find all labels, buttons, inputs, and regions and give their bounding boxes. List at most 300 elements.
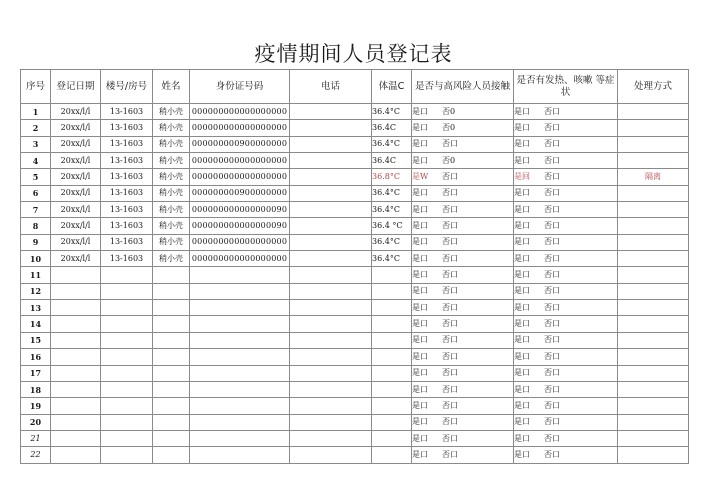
symptom-no-option: 否口 xyxy=(544,449,560,459)
id-number: 000000000000000000 xyxy=(190,153,290,169)
registration-date xyxy=(51,283,101,299)
symptom-no-option: 否口 xyxy=(544,237,560,247)
table-row xyxy=(21,430,689,446)
symptom-yes-option: 是口 xyxy=(514,368,530,378)
registration-date: 20xx/l/l xyxy=(51,153,101,169)
symptom-yes-option: 是口 xyxy=(514,253,530,263)
table-row xyxy=(21,283,689,299)
row-number: 22 xyxy=(21,447,51,463)
table-row xyxy=(21,316,689,332)
temperature: 36.4°C xyxy=(372,251,412,267)
id-number: 000000000000000000 xyxy=(190,169,290,185)
person-name xyxy=(153,300,190,316)
symptom-choice xyxy=(514,300,618,316)
table-row xyxy=(21,365,689,381)
registration-date xyxy=(51,300,101,316)
handling-method xyxy=(618,332,689,348)
table-row xyxy=(21,104,689,120)
temperature xyxy=(372,365,412,381)
room-number: 13-1603 xyxy=(101,104,153,120)
registration-date: 20xx/l/l xyxy=(51,185,101,201)
handling-method xyxy=(618,202,689,218)
registration-date xyxy=(51,365,101,381)
table-row xyxy=(21,349,689,365)
row-number: 3 xyxy=(21,136,51,152)
row-number: 15 xyxy=(21,332,51,348)
header-temp: 体温C xyxy=(372,70,412,104)
person-name xyxy=(153,447,190,463)
id-number xyxy=(190,398,290,414)
temperature: 36.4°C xyxy=(372,136,412,152)
symptom-yes-option: 是口 xyxy=(514,449,530,459)
contact-no-option: 否口 xyxy=(442,302,458,312)
header-date: 登记日期 xyxy=(51,70,101,104)
row-number: 14 xyxy=(21,316,51,332)
temperature xyxy=(372,283,412,299)
person-name: 稍小壳 xyxy=(153,120,190,136)
registration-date xyxy=(51,398,101,414)
person-name: 稍小壳 xyxy=(153,136,190,152)
header-row xyxy=(21,70,689,104)
symptom-no-option: 否口 xyxy=(544,368,560,378)
contact-yes-option: 是口 xyxy=(412,139,428,149)
contact-choice xyxy=(412,169,514,185)
contact-no-option: 否口 xyxy=(442,237,458,247)
symptom-yes-option: 是口 xyxy=(514,204,530,214)
row-number: 10 xyxy=(21,251,51,267)
registration-date xyxy=(51,381,101,397)
registration-date xyxy=(51,349,101,365)
registration-date: 20xx/l/l xyxy=(51,218,101,234)
room-number: 13-1603 xyxy=(101,185,153,201)
person-name xyxy=(153,414,190,430)
symptom-choice xyxy=(514,414,618,430)
contact-choice xyxy=(412,251,514,267)
contact-choice xyxy=(412,185,514,201)
header-phone: 电话 xyxy=(290,70,372,104)
contact-choice xyxy=(412,381,514,397)
room-number xyxy=(101,398,153,414)
person-name: 稍小壳 xyxy=(153,153,190,169)
symptom-yes-option: 是口 xyxy=(514,335,530,345)
contact-no-option: 否口 xyxy=(442,433,458,443)
contact-choice xyxy=(412,153,514,169)
contact-yes-option: 是口 xyxy=(412,319,428,329)
table-row xyxy=(21,332,689,348)
phone-number xyxy=(290,267,372,283)
phone-number xyxy=(290,234,372,250)
id-number xyxy=(190,381,290,397)
row-number: 20 xyxy=(21,414,51,430)
person-name xyxy=(153,430,190,446)
phone-number xyxy=(290,332,372,348)
symptom-no-option: 否口 xyxy=(544,253,560,263)
contact-yes-option: 是口 xyxy=(412,417,428,427)
contact-no-option: 否口 xyxy=(442,449,458,459)
temperature: 36.4C xyxy=(372,153,412,169)
handling-method xyxy=(618,365,689,381)
temperature xyxy=(372,447,412,463)
contact-choice xyxy=(412,316,514,332)
temperature xyxy=(372,332,412,348)
table-row xyxy=(21,153,689,169)
id-number xyxy=(190,300,290,316)
symptom-choice xyxy=(514,447,618,463)
phone-number xyxy=(290,120,372,136)
contact-choice xyxy=(412,120,514,136)
room-number xyxy=(101,447,153,463)
temperature: 36.4°C xyxy=(372,234,412,250)
symptom-choice xyxy=(514,136,618,152)
phone-number xyxy=(290,398,372,414)
row-number: 11 xyxy=(21,267,51,283)
contact-no-option: 否口 xyxy=(442,270,458,280)
temperature xyxy=(372,267,412,283)
symptom-choice xyxy=(514,218,618,234)
id-number xyxy=(190,430,290,446)
contact-yes-option: 是口 xyxy=(412,351,428,361)
table-row xyxy=(21,267,689,283)
handling-method xyxy=(618,136,689,152)
id-number xyxy=(190,267,290,283)
row-number: 8 xyxy=(21,218,51,234)
table-row xyxy=(21,414,689,430)
registration-date: 20xx/l/l xyxy=(51,169,101,185)
id-number xyxy=(190,283,290,299)
symptom-yes-option: 是口 xyxy=(514,384,530,394)
symptom-no-option: 否口 xyxy=(544,270,560,280)
row-number: 19 xyxy=(21,398,51,414)
form-title: 疫情期间人员登记表 xyxy=(254,42,453,66)
symptom-no-option: 否口 xyxy=(544,384,560,394)
temperature: 36.4°C xyxy=(372,202,412,218)
id-number: 000000000000000000 xyxy=(190,104,290,120)
handling-method xyxy=(618,447,689,463)
contact-no-option: 否口 xyxy=(442,319,458,329)
contact-yes-option: 是口 xyxy=(412,335,428,345)
symptom-choice xyxy=(514,398,618,414)
symptom-choice xyxy=(514,234,618,250)
contact-yes-option: 是口 xyxy=(412,368,428,378)
handling-method xyxy=(618,283,689,299)
contact-choice xyxy=(412,414,514,430)
handling-method xyxy=(618,300,689,316)
contact-choice xyxy=(412,447,514,463)
room-number xyxy=(101,414,153,430)
row-number: 1 xyxy=(21,104,51,120)
handling-method xyxy=(618,234,689,250)
handling-method xyxy=(618,414,689,430)
symptom-yes-option: 是口 xyxy=(514,188,530,198)
symptom-yes-option: 是口 xyxy=(514,155,530,165)
id-number: 000000000000000090 xyxy=(190,202,290,218)
person-name xyxy=(153,398,190,414)
handling-method xyxy=(618,316,689,332)
handling-method xyxy=(618,218,689,234)
room-number xyxy=(101,283,153,299)
contact-yes-option: 是口 xyxy=(412,123,428,133)
contact-choice xyxy=(412,349,514,365)
contact-no-option: 否口 xyxy=(442,286,458,296)
symptom-choice xyxy=(514,251,618,267)
id-number xyxy=(190,365,290,381)
person-name xyxy=(153,365,190,381)
room-number: 13-1603 xyxy=(101,218,153,234)
table-row xyxy=(21,381,689,397)
symptom-no-option: 否口 xyxy=(544,139,560,149)
registration-date: 20xx/l/l xyxy=(51,234,101,250)
room-number xyxy=(101,300,153,316)
row-number: 5 xyxy=(21,169,51,185)
row-number: 21 xyxy=(21,430,51,446)
temperature xyxy=(372,300,412,316)
temperature: 36.4°C xyxy=(372,104,412,120)
symptom-yes-option: 是回 xyxy=(514,172,530,182)
symptom-yes-option: 是口 xyxy=(514,417,530,427)
symptom-choice xyxy=(514,316,618,332)
id-number xyxy=(190,447,290,463)
phone-number xyxy=(290,218,372,234)
id-number: 000000000900000000 xyxy=(190,136,290,152)
table-row xyxy=(21,398,689,414)
registration-date xyxy=(51,414,101,430)
table-row xyxy=(21,169,689,185)
header-fever: 是否有发热、咳嗽 等症状 xyxy=(514,70,618,104)
phone-number xyxy=(290,365,372,381)
symptom-choice xyxy=(514,153,618,169)
row-number: 9 xyxy=(21,234,51,250)
temperature xyxy=(372,316,412,332)
symptom-choice xyxy=(514,202,618,218)
symptom-choice xyxy=(514,381,618,397)
room-number xyxy=(101,349,153,365)
room-number: 13-1603 xyxy=(101,153,153,169)
header-id: 身份证号码 xyxy=(190,70,290,104)
contact-no-option: 否口 xyxy=(442,253,458,263)
room-number: 13-1603 xyxy=(101,234,153,250)
contact-choice xyxy=(412,430,514,446)
symptom-yes-option: 是口 xyxy=(514,351,530,361)
contact-yes-option: 是口 xyxy=(412,270,428,280)
room-number: 13-1603 xyxy=(101,169,153,185)
contact-yes-option: 是口 xyxy=(412,433,428,443)
handling-method xyxy=(618,185,689,201)
temperature xyxy=(372,381,412,397)
table-row xyxy=(21,136,689,152)
contact-choice xyxy=(412,398,514,414)
contact-yes-option: 是口 xyxy=(412,449,428,459)
row-number: 18 xyxy=(21,381,51,397)
id-number: 000000000900000000 xyxy=(190,185,290,201)
temperature: 36.4°C xyxy=(372,185,412,201)
phone-number xyxy=(290,185,372,201)
person-name xyxy=(153,267,190,283)
contact-choice xyxy=(412,332,514,348)
contact-no-option: 否0 xyxy=(442,123,456,133)
id-number: 000000000000000090 xyxy=(190,218,290,234)
contact-choice xyxy=(412,365,514,381)
person-name: 稍小壳 xyxy=(153,185,190,201)
row-number: 7 xyxy=(21,202,51,218)
contact-yes-option: 是口 xyxy=(412,221,428,231)
symptom-choice xyxy=(514,185,618,201)
symptom-no-option: 否口 xyxy=(544,335,560,345)
symptom-choice xyxy=(514,349,618,365)
phone-number xyxy=(290,316,372,332)
registration-date: 20xx/l/l xyxy=(51,104,101,120)
person-name xyxy=(153,381,190,397)
table-row xyxy=(21,218,689,234)
symptom-yes-option: 是口 xyxy=(514,106,530,116)
person-name xyxy=(153,283,190,299)
contact-choice xyxy=(412,234,514,250)
phone-number xyxy=(290,251,372,267)
handling-method xyxy=(618,381,689,397)
contact-choice xyxy=(412,104,514,120)
contact-choice xyxy=(412,218,514,234)
contact-yes-option: 是口 xyxy=(412,237,428,247)
room-number: 13-1603 xyxy=(101,202,153,218)
registration-date: 20xx/l/l xyxy=(51,136,101,152)
registration-date xyxy=(51,332,101,348)
symptom-yes-option: 是口 xyxy=(514,319,530,329)
symptom-no-option: 否口 xyxy=(544,286,560,296)
contact-no-option: 否口 xyxy=(442,204,458,214)
row-number: 13 xyxy=(21,300,51,316)
symptom-yes-option: 是口 xyxy=(514,286,530,296)
registration-date xyxy=(51,267,101,283)
room-number xyxy=(101,316,153,332)
symptom-yes-option: 是口 xyxy=(514,302,530,312)
phone-number xyxy=(290,300,372,316)
room-number xyxy=(101,332,153,348)
handling-method xyxy=(618,398,689,414)
phone-number xyxy=(290,136,372,152)
id-number: 000000000000000000 xyxy=(190,120,290,136)
symptom-choice xyxy=(514,283,618,299)
temperature xyxy=(372,398,412,414)
table-row xyxy=(21,447,689,463)
contact-choice xyxy=(412,300,514,316)
symptom-yes-option: 是口 xyxy=(514,221,530,231)
id-number xyxy=(190,316,290,332)
symptom-no-option: 否口 xyxy=(544,204,560,214)
id-number xyxy=(190,332,290,348)
room-number: 13-1603 xyxy=(101,120,153,136)
contact-no-option: 否口 xyxy=(442,335,458,345)
contact-choice xyxy=(412,136,514,152)
person-name: 稍小壳 xyxy=(153,169,190,185)
temperature: 36.4 °C xyxy=(372,218,412,234)
handling-method xyxy=(618,104,689,120)
contact-no-option: 否口 xyxy=(442,188,458,198)
table-row xyxy=(21,300,689,316)
room-number: 13-1603 xyxy=(101,136,153,152)
row-number: 12 xyxy=(21,283,51,299)
phone-number xyxy=(290,430,372,446)
table-row xyxy=(21,120,689,136)
table-row xyxy=(21,185,689,201)
symptom-yes-option: 是口 xyxy=(514,123,530,133)
person-name xyxy=(153,349,190,365)
person-name xyxy=(153,316,190,332)
person-name: 稍小壳 xyxy=(153,234,190,250)
phone-number xyxy=(290,414,372,430)
temperature xyxy=(372,414,412,430)
handling-method: 隔离 xyxy=(618,169,689,185)
handling-method xyxy=(618,120,689,136)
row-number: 16 xyxy=(21,349,51,365)
person-name: 稍小壳 xyxy=(153,218,190,234)
room-number xyxy=(101,381,153,397)
contact-yes-option: 是口 xyxy=(412,302,428,312)
room-number: 13-1603 xyxy=(101,251,153,267)
contact-no-option: 否口 xyxy=(442,172,458,182)
contact-no-option: 否0 xyxy=(442,106,456,116)
symptom-choice xyxy=(514,365,618,381)
symptom-choice xyxy=(514,104,618,120)
room-number xyxy=(101,365,153,381)
phone-number xyxy=(290,169,372,185)
contact-no-option: 否口 xyxy=(442,139,458,149)
phone-number xyxy=(290,283,372,299)
symptom-yes-option: 是口 xyxy=(514,433,530,443)
symptom-no-option: 否口 xyxy=(544,123,560,133)
handling-method xyxy=(618,430,689,446)
table-row xyxy=(21,251,689,267)
registration-date: 20xx/l/l xyxy=(51,120,101,136)
symptom-no-option: 否口 xyxy=(544,433,560,443)
header-handle: 处理方式 xyxy=(618,70,689,104)
contact-no-option: 否0 xyxy=(442,155,456,165)
contact-choice xyxy=(412,267,514,283)
row-number: 6 xyxy=(21,185,51,201)
handling-method xyxy=(618,267,689,283)
symptom-yes-option: 是口 xyxy=(514,270,530,280)
symptom-no-option: 否口 xyxy=(544,172,560,182)
id-number: 000000000000000000 xyxy=(190,234,290,250)
id-number: 000000000000000000 xyxy=(190,251,290,267)
contact-yes-option: 是口 xyxy=(412,384,428,394)
contact-no-option: 否口 xyxy=(442,351,458,361)
id-number xyxy=(190,414,290,430)
phone-number xyxy=(290,153,372,169)
registration-date: 20xx/l/l xyxy=(51,202,101,218)
symptom-choice xyxy=(514,120,618,136)
symptom-yes-option: 是口 xyxy=(514,400,530,410)
contact-choice xyxy=(412,283,514,299)
handling-method xyxy=(618,251,689,267)
symptom-no-option: 否口 xyxy=(544,351,560,361)
symptom-no-option: 否口 xyxy=(544,221,560,231)
table-row xyxy=(21,202,689,218)
symptom-no-option: 否口 xyxy=(544,155,560,165)
symptom-yes-option: 是口 xyxy=(514,139,530,149)
contact-no-option: 否口 xyxy=(442,417,458,427)
header-no: 序号 xyxy=(21,70,51,104)
header-name: 姓名 xyxy=(153,70,190,104)
temperature xyxy=(372,430,412,446)
id-number xyxy=(190,349,290,365)
registration-date xyxy=(51,316,101,332)
room-number xyxy=(101,430,153,446)
phone-number xyxy=(290,104,372,120)
registration-date xyxy=(51,447,101,463)
person-name: 稍小壳 xyxy=(153,202,190,218)
table-row xyxy=(21,234,689,250)
contact-no-option: 否口 xyxy=(442,368,458,378)
contact-yes-option: 是口 xyxy=(412,155,428,165)
